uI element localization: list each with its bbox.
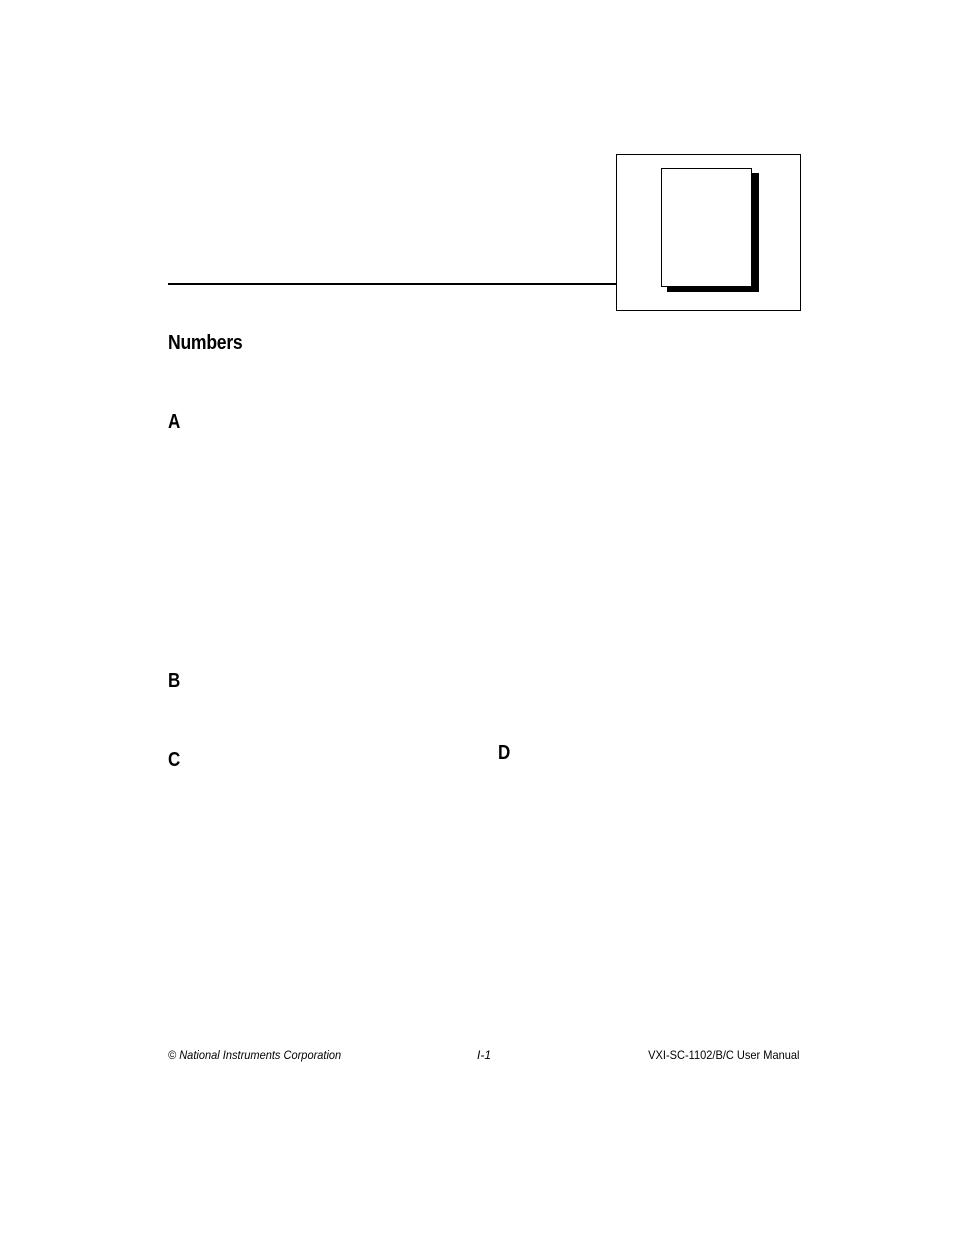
page-icon: [661, 168, 752, 287]
section-heading-numbers: Numbers: [168, 332, 243, 354]
section-heading-c: C: [168, 749, 181, 771]
section-heading-b: B: [168, 670, 181, 692]
chapter-tab-frame: [616, 154, 801, 311]
footer-page-number: I-1: [477, 1048, 492, 1062]
header-rule: [168, 283, 617, 285]
section-heading-a: A: [168, 411, 181, 433]
section-heading-d: D: [498, 742, 511, 764]
footer-manual-title: VXI-SC-1102/B/C User Manual: [648, 1048, 800, 1062]
footer-copyright: © National Instruments Corporation: [168, 1048, 342, 1062]
